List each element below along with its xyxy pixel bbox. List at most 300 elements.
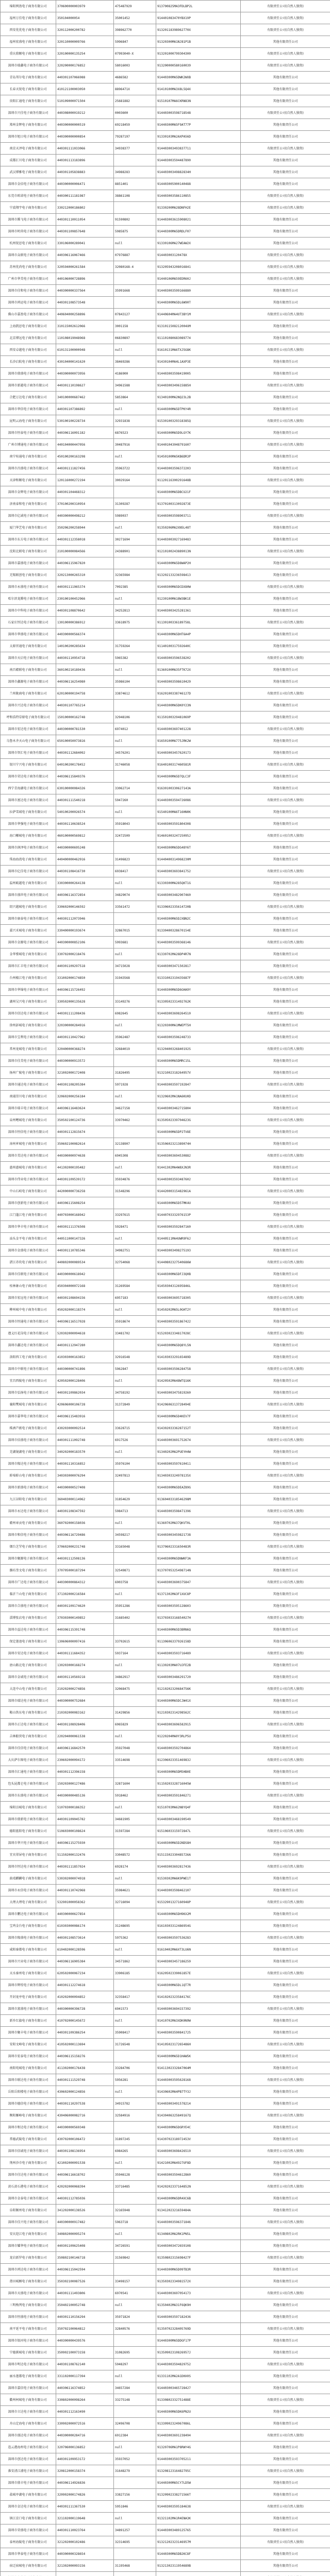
credit-number-cell: 440301112163490	[56, 2406, 114, 2418]
company-type-cell: 其他有限责任公司	[241, 2382, 330, 2394]
credit-number-cell: 350402100052748	[56, 2299, 114, 2311]
organization-code-cell: 914403003598903711	[156, 510, 241, 522]
company-name-cell: 深圳市嘉华电子商务有限公司	[1, 1411, 56, 1422]
credit-number-cell: 370100200310954	[56, 498, 114, 510]
table-row	[1, 2228, 330, 2240]
organization-code-cell: 914403003457186259	[156, 1956, 241, 1968]
credit-number-cell: 440300000337564	[56, 285, 114, 297]
credit-number-cell: 440301112947280	[56, 1340, 114, 1351]
table-row	[1, 178, 330, 190]
table-row	[1, 2430, 330, 2442]
registration-number-cell: 33498157	[114, 2276, 156, 2287]
table-row	[1, 155, 330, 166]
organization-code-cell: 91230602335146983J	[156, 1754, 241, 1766]
table-row	[1, 60, 330, 72]
company-name-cell: 阜阳颍州电子商务有限公司	[1, 2205, 56, 2216]
organization-code-cell: 91130203MA07UJFE2B	[156, 1659, 241, 1671]
table-row	[1, 2513, 330, 2524]
organization-code-cell: 91420502MA48WTQ16K	[156, 1375, 241, 1387]
table-row	[1, 1020, 330, 1031]
credit-number-cell: 440306116517028	[56, 1316, 114, 1328]
table-row	[1, 486, 330, 498]
organization-code-cell: 91440106MA59EDR60J	[156, 273, 241, 285]
company-name-cell: 深圳市金源电子商务有限公司	[1, 937, 56, 948]
credit-number-cell: 321002000172408	[56, 1067, 114, 1079]
table-row	[1, 1802, 330, 1814]
credit-number-cell: 440400000462916	[56, 854, 114, 866]
table-row	[1, 2074, 330, 2086]
credit-number-cell: 330902000072516	[56, 2418, 114, 2430]
organization-code-cell: 91510603315972847L	[156, 1825, 241, 1837]
organization-code-cell: 91410100MA3X8L5Q4X	[156, 83, 241, 95]
registration-number-cell	[114, 2572, 156, 2576]
organization-code-cell: 91420202337164852N	[156, 2181, 241, 2193]
credit-number-cell: 320300000284916	[56, 1020, 114, 1031]
company-type-cell: 其他有限责任公司	[241, 1020, 330, 1031]
table-row	[1, 1458, 330, 1470]
company-name-cell: 乌鲁木齐天山电子商务有限公司	[1, 735, 56, 747]
table-row	[1, 664, 330, 676]
registration-number-cell: null	[114, 403, 156, 415]
company-type-cell: 有限责任公司(自然人独资)	[241, 1612, 330, 1624]
credit-number-cell: 350302100087526	[56, 2276, 114, 2287]
organization-code-cell: 91440300MA5DL1QT7R	[156, 1979, 241, 1991]
table-row	[1, 2145, 330, 2157]
organization-code-cell: 91321002318264957V	[156, 1067, 241, 1079]
company-name-cell: 深圳市天启电子商务有限公司	[1, 652, 56, 664]
registration-number-cell: 5971928	[114, 1079, 156, 1091]
table-row	[1, 1031, 330, 1043]
organization-code-cell: 91331102MA2A1DHX0S	[156, 2370, 241, 2382]
credit-number-cell: 440306115726492	[56, 984, 114, 996]
table-row	[1, 463, 330, 474]
company-name-cell: 合肥万达电子商务有限公司	[1, 392, 56, 403]
company-type-cell: 其他有限责任公司	[241, 1031, 330, 1043]
company-name-cell: 广州市华美电子商务有限公司	[1, 273, 56, 285]
organization-code-cell: 914403003693841752	[156, 866, 241, 877]
registration-number-cell: 6945308	[114, 1150, 156, 1162]
table-row	[1, 593, 330, 605]
table-row	[1, 119, 330, 131]
table-row	[1, 2442, 330, 2453]
credit-number-cell: 421002000091538	[56, 2157, 114, 2169]
credit-number-cell: 330702000218476	[56, 948, 114, 960]
registration-number-cell: 5962847	[114, 1363, 156, 1375]
credit-number-cell: 130606000097416	[56, 1636, 114, 1648]
registration-number-cell: 31429856	[114, 1707, 156, 1719]
company-type-cell: 其他有限责任公司	[241, 1565, 330, 1577]
company-type-cell: 其他有限责任公司	[241, 1126, 330, 1138]
credit-number-cell: 350602100082614	[56, 1138, 114, 1150]
company-name-cell: 深圳市金盛电子商务有限公司	[1, 1245, 56, 1257]
company-type-cell: 其他有限责任公司	[241, 2086, 330, 2098]
registration-number-cell: 31569842	[114, 2252, 156, 2264]
company-name-cell: 株洲芦淞电子商务有限公司	[1, 1422, 56, 1434]
company-type-cell: 有限责任公司(自然人独资)	[241, 1185, 330, 1197]
registration-number-cell: null	[114, 522, 156, 534]
company-name-cell: 咸阳秦都电子商务有限公司	[1, 1944, 56, 1956]
table-row	[1, 368, 330, 380]
company-name-cell: 淮安清江浦电子商务有限公司	[1, 2465, 56, 2477]
company-name-cell: 深圳市宏达电子商务有限公司	[1, 723, 56, 735]
table-row	[1, 1257, 330, 1268]
company-type-cell: 有限责任公司(自然人独资)	[241, 1505, 330, 1517]
company-name-cell: 长沙启航电子商务有限公司	[1, 356, 56, 368]
company-type-cell: 有限责任公司(自然人独资)	[241, 1754, 330, 1766]
table-row	[1, 2382, 330, 2394]
credit-number-cell: 440301108573614	[56, 1932, 114, 1944]
company-type-cell: 有限责任公司(自然人独资)	[241, 1541, 330, 1553]
credit-number-cell: 440301108136954	[56, 2145, 114, 2157]
company-type-cell: 其他有限责任公司	[241, 2050, 330, 2062]
company-type-cell: 有限责任公司(自然人独资)	[241, 2145, 330, 2157]
registration-number-cell: 33874612	[114, 688, 156, 700]
table-row	[1, 2193, 330, 2205]
registration-number-cell: null	[114, 2299, 156, 2311]
organization-code-cell: 914403003595628168	[156, 2074, 241, 2086]
organization-code-cell: 914403003597536283	[156, 1932, 241, 1944]
company-name-cell: 遵义红花岗电子商务有限公司	[1, 1328, 56, 1340]
registration-number-cell: 07843127	[114, 309, 156, 320]
table-row	[1, 2240, 330, 2252]
table-row	[1, 1091, 330, 1103]
credit-number-cell: 440300000073956	[56, 368, 114, 380]
company-type-cell: 其他有限责任公司	[241, 1837, 330, 1849]
organization-code-cell: 914403003591867422	[156, 1316, 241, 1328]
registration-number-cell: 34598217	[114, 1529, 156, 1541]
organization-code-cell: 914403003596538202	[156, 652, 241, 664]
company-name-cell: 柳州城中电子商务有限公司	[1, 1304, 56, 1316]
organization-code-cell: 91440300MA5D4KEV7F	[156, 1411, 241, 1422]
company-type-cell: 其他有限责任公司	[241, 1067, 330, 1079]
registration-number-cell	[114, 984, 156, 996]
table-row	[1, 12, 330, 24]
table-row	[1, 2287, 330, 2299]
company-name-cell: 深圳市瑞达电子商务有限公司	[1, 1695, 56, 1707]
company-name-cell: 深圳市佳美电子商务有限公司	[1, 1055, 56, 1067]
table-row	[1, 2181, 330, 2193]
organization-code-cell: 914403003592847160	[156, 1221, 241, 1233]
company-type-cell: 有限责任公司(自然人独资)	[241, 344, 330, 356]
organization-code-cell: 914403003596372203	[156, 463, 241, 474]
credit-number-cell: 350104000054	[56, 12, 114, 24]
registration-number-cell: 32138907	[114, 1138, 156, 1150]
credit-number-cell: 370705000187294	[56, 1565, 114, 1577]
company-name-cell: 深圳市兴达电子商务有限公司	[1, 700, 56, 711]
registration-number-cell: 35951286	[114, 1600, 156, 1612]
company-name-cell: 莆田城厢电子商务有限公司	[1, 2276, 56, 2287]
credit-number-cell: 370602000231748	[56, 1541, 114, 1553]
credit-number-cell: 320200000176852	[56, 60, 114, 72]
table-row	[1, 1482, 330, 1494]
company-name-cell: 成都汇川电子商务有限公司	[1, 155, 56, 166]
credit-number-cell: 321102000119648	[56, 2513, 114, 2524]
company-name-cell: 长春天锐电子商务有限公司	[1, 83, 56, 95]
organization-code-cell: 914403003691238494	[156, 2430, 241, 2442]
registration-number-cell: 32549871	[114, 1565, 156, 1577]
table-row	[1, 640, 330, 652]
table-row	[1, 1245, 330, 1257]
organization-code-cell: 91330802332751488E	[156, 2394, 241, 2406]
table-row	[1, 1529, 330, 1541]
company-name-cell: 深圳市兴佳电子商务有限公司	[1, 107, 56, 119]
credit-number-cell: 440301110023764	[56, 2524, 114, 2536]
company-type-cell: 其他有限责任公司	[241, 771, 330, 783]
credit-number-cell: 440301109625408	[56, 2240, 114, 2252]
table-row	[1, 996, 330, 1008]
registration-number-cell: 32497813	[114, 1470, 156, 1482]
credit-number-cell: 440306115849376	[56, 771, 114, 783]
credit-number-cell: 440301107386892	[56, 403, 114, 415]
company-type-cell: 有限责任公司(自然人独资)	[241, 380, 330, 392]
company-type-cell: 其他有限责任公司	[241, 166, 330, 178]
organization-code-cell: 91360702MA37QKVT0L	[156, 1517, 241, 1529]
table-row	[1, 1825, 330, 1837]
organization-code-cell: 91340202MA2PUEYH4W	[156, 1446, 241, 1458]
credit-number-cell: 440301105838883	[56, 166, 114, 178]
credit-number-cell: 440301108870642	[56, 605, 114, 617]
company-name-cell: 南昌赣联电子商务有限公司	[1, 664, 56, 676]
table-row	[1, 854, 330, 866]
credit-number-cell: 440306115158276	[56, 2050, 114, 2062]
company-name-cell: 常州龙城电子商务有限公司	[1, 1043, 56, 1055]
organization-code-cell: 91410702MA3XDK0N9W	[156, 2015, 241, 2027]
organization-code-cell: 91440300MA5DG48Y6T	[156, 842, 241, 854]
credit-number-cell: 450304000072168	[56, 1280, 114, 1292]
company-type-cell: 其他有限责任公司	[241, 238, 330, 249]
company-type-cell: 有限责任公司(自然人独资)	[241, 723, 330, 735]
table-row	[1, 1470, 330, 1482]
company-name-cell: 丽水莲都电子商务有限公司	[1, 2370, 56, 2382]
table-row	[1, 2524, 330, 2536]
company-type-cell: 其他有限责任公司	[241, 522, 330, 534]
credit-number-cell: 440300000566374	[56, 629, 114, 640]
credit-number-cell: 440306116729486	[56, 1529, 114, 1541]
company-name-cell: 深圳市鑫源电子商务有限公司	[1, 676, 56, 688]
company-name-cell: 福州万佳电子商务有限公司	[1, 12, 56, 24]
credit-number-cell: 440301111529748	[56, 2074, 114, 2086]
registry-table-body	[1, 1, 330, 2576]
company-name-cell: 厦门华艺电子商务有限公司	[1, 522, 56, 534]
organization-code-cell: 91440300MA5D3BRN6Q	[156, 1624, 241, 1636]
registration-number-cell	[114, 1766, 156, 1778]
credit-number-cell: 370303000149852	[56, 1612, 114, 1624]
registration-number-cell	[114, 297, 156, 309]
company-type-cell: 其他有限责任公司	[241, 1091, 330, 1103]
registration-number-cell: 34938377	[114, 143, 156, 155]
credit-number-cell: 371302000216584	[56, 1588, 114, 1600]
company-type-cell: 有限责任公司(自然人独资)	[241, 1577, 330, 1588]
company-name-cell: 潍坊奎文电子商务有限公司	[1, 1565, 56, 1577]
organization-code-cell: 914403003586110855	[156, 190, 241, 202]
company-type-cell: 其他有限责任公司	[241, 486, 330, 498]
company-name-cell: 福州宏盛电子商务有限公司	[1, 36, 56, 48]
table-row	[1, 474, 330, 486]
table-row	[1, 617, 330, 629]
credit-number-cell: 532901000058362	[56, 1896, 114, 1908]
company-name-cell: 深圳市荣盛电子商务有限公司	[1, 2524, 56, 2536]
organization-code-cell: 91440300MA5CY7LD5W	[156, 2477, 241, 2489]
company-type-cell: 有限责任公司(自然人独资)	[241, 2003, 330, 2015]
table-row	[1, 344, 330, 356]
table-row	[1, 510, 330, 522]
credit-number-cell: 440301109297518	[56, 960, 114, 972]
company-type-cell: 有限责任公司(自然人独资)	[241, 1896, 330, 1908]
company-type-cell: 其他有限责任公司	[241, 842, 330, 854]
company-type-cell: 有限责任公司(自然人独资)	[241, 309, 330, 320]
company-name-cell: 连云港海州电子商务有限公司	[1, 2442, 56, 2453]
credit-number-cell: 610303000086174	[56, 1920, 114, 1932]
credit-number-cell: 440301108694156	[56, 1292, 114, 1304]
company-name-cell: 曲靖麒麟电子商务有限公司	[1, 1873, 56, 1885]
organization-code-cell: 91350802315698427F	[156, 2252, 241, 2264]
company-type-cell: 其他有限责任公司	[241, 2370, 330, 2382]
credit-number-cell: 430702000106472	[56, 2133, 114, 2145]
organization-code-cell: 91341202321659484A	[156, 2205, 241, 2216]
organization-code-cell: 91340303324978135X	[156, 1470, 241, 1482]
company-type-cell: 其他有限责任公司	[241, 36, 330, 48]
registration-number-cell: null	[114, 2370, 156, 2382]
company-name-cell: 深圳市恒达电子商务有限公司	[1, 1861, 56, 1873]
table-row	[1, 652, 330, 664]
table-row	[1, 380, 330, 392]
registration-number-cell: 24388901	[114, 546, 156, 557]
company-name-cell: 天水秦州电子商务有限公司	[1, 1968, 56, 1979]
company-name-cell: 赣州章贡电子商务有限公司	[1, 1517, 56, 1529]
table-row	[1, 1150, 330, 1162]
registration-number-cell: 34915782	[114, 2098, 156, 2110]
company-type-cell: 有限责任公司(自然人独资)	[241, 1221, 330, 1233]
table-row	[1, 972, 330, 984]
registration-number-cell: 6938417	[114, 866, 156, 877]
company-name-cell: 深圳市金佰电子商务有限公司	[1, 178, 56, 190]
registration-number-cell: 38469286	[114, 356, 156, 368]
company-name-cell: 西安卓越电子商务有限公司	[1, 344, 56, 356]
registration-number-cell: 33165048	[114, 1541, 156, 1553]
company-type-cell: 有限责任公司(自然人独资)	[241, 2287, 330, 2299]
organization-code-cell: 91450202MA5L0GHT2Y	[156, 1304, 241, 1316]
company-name-cell: 深圳市隆盛电子商务有限公司	[1, 1932, 56, 1944]
company-name-cell: 青岛邦尔电子商务有限公司	[1, 72, 56, 83]
table-row	[1, 1659, 330, 1671]
registration-number-cell: 475487929	[114, 1, 156, 12]
organization-code-cell: 91350402MA31F6QK9H	[156, 2299, 241, 2311]
credit-number-cell: 440104000447056	[56, 439, 114, 451]
registration-number-cell: 33481702	[114, 1328, 156, 1340]
company-type-cell: 其他有限责任公司	[241, 1482, 330, 1494]
credit-number-cell: 440306116842570	[56, 1742, 114, 1754]
registration-number-cell	[114, 273, 156, 285]
company-name-cell: 拉萨雪域电子商务有限公司	[1, 806, 56, 818]
table-row	[1, 1849, 330, 1861]
organization-code-cell: 914403003593716489	[156, 1648, 241, 1659]
organization-code-cell: 91330106MA27WEAW2X	[156, 238, 241, 249]
organization-code-cell: 914403003468190549	[156, 1814, 241, 1825]
organization-code-cell: 914403003697054173	[156, 2287, 241, 2299]
table-row	[1, 1280, 330, 1292]
organization-code-cell: 91320118398962770X	[156, 24, 241, 36]
registration-number-cell: 34982751	[114, 1245, 156, 1257]
table-row	[1, 439, 330, 451]
organization-code-cell: 914403003482907460	[156, 889, 241, 901]
registration-number-cell: 32948106	[114, 711, 156, 723]
company-name-cell: 盐城亭湖电子商务有限公司	[1, 2489, 56, 2501]
organization-code-cell: 91440300MA5D2NDS8H	[156, 1837, 241, 1849]
credit-number-cell: 510703000186352	[56, 1802, 114, 1814]
registration-number-cell: null	[114, 664, 156, 676]
credit-number-cell: 520302000094618	[56, 1328, 114, 1340]
registration-number-cell: 69218459	[114, 119, 156, 131]
registration-number-cell: 35908417	[114, 2027, 156, 2039]
company-name-cell: 深圳市和达电子商务有限公司	[1, 2122, 56, 2133]
organization-code-cell: 91420606313728494E	[156, 1399, 241, 1411]
table-row	[1, 1754, 330, 1766]
company-type-cell: 其他有限责任公司	[241, 2489, 330, 2501]
table-row	[1, 830, 330, 842]
registration-number-cell: 5975362	[114, 1932, 156, 1944]
table-row	[1, 2347, 330, 2359]
company-name-cell: 深圳市鼎盛电子商务有限公司	[1, 368, 56, 380]
organization-code-cell: 914403003498275193	[156, 1245, 241, 1257]
organization-code-cell: 91330300MA285QKT1G	[156, 877, 241, 889]
organization-code-cell: 914403003597192847	[156, 1079, 241, 1091]
organization-code-cell: 914403003597610411	[156, 1458, 241, 1470]
registration-number-cell: null	[114, 2442, 156, 2453]
company-name-cell: 临沂兰山电子商务有限公司	[1, 1588, 56, 1600]
organization-code-cell: 91441302MA4W8XJN3R	[156, 1162, 241, 1174]
credit-number-cell: 350206200258944	[56, 522, 114, 534]
registration-number-cell: 31195468	[114, 2560, 156, 2572]
registration-number-cell: 8851401	[114, 178, 156, 190]
table-row	[1, 1885, 330, 1896]
company-type-cell: 其他有限责任公司	[241, 854, 330, 866]
registration-number-cell: 32365984	[114, 569, 156, 581]
credit-number-cell: 440301107765214	[56, 700, 114, 711]
registration-number-cell: 32068475	[114, 1683, 156, 1695]
credit-number-cell: 440301110954718	[56, 652, 114, 664]
company-type-cell: 其他有限责任公司	[241, 877, 330, 889]
company-name-cell: 蚌埠蚌山电子商务有限公司	[1, 1470, 56, 1482]
table-row	[1, 2276, 330, 2287]
registration-number-cell: null	[114, 1091, 156, 1103]
table-row	[1, 1517, 330, 1529]
organization-code-cell: 914403003597182436	[156, 2311, 241, 2323]
company-name-cell: 宁波翔宇电子商务有限公司	[1, 202, 56, 214]
registration-number-cell: 32684019	[114, 1043, 156, 1055]
company-type-cell: 其他有限责任公司	[241, 1351, 330, 1363]
registration-number-cell: 8896471X	[114, 83, 156, 95]
company-type-cell: 其他有限责任公司	[241, 498, 330, 510]
company-name-cell: 深圳市鼎新电子商务有限公司	[1, 1814, 56, 1825]
company-name-cell: 西宁青海湖电子商务有限公司	[1, 783, 56, 794]
organization-code-cell: 914403003598610429	[156, 676, 241, 688]
company-name-cell: 深圳市伟业电子商务有限公司	[1, 1174, 56, 1185]
registration-number-cell	[114, 1624, 156, 1636]
company-name-cell: 深圳市佳达电子商务有限公司	[1, 2169, 56, 2181]
company-name-cell: 包头昆都仑电子商务有限公司	[1, 1778, 56, 1790]
registration-number-cell: 35962487	[114, 1031, 156, 1043]
registration-number-cell	[114, 2264, 156, 2276]
registration-number-cell	[114, 1055, 156, 1067]
organization-code-cell: 91350206MA2XN5L48T	[156, 522, 241, 534]
registration-number-cell: 32840576	[114, 2323, 156, 2335]
credit-number-cell: 440301109862034	[56, 1387, 114, 1399]
company-type-cell: 其他有限责任公司	[241, 2169, 330, 2181]
company-type-cell: 其他有限责任公司	[241, 95, 330, 107]
company-name-cell: 深圳市华锦电子商务有限公司	[1, 984, 56, 996]
table-row	[1, 842, 330, 854]
table-row	[1, 2157, 330, 2169]
